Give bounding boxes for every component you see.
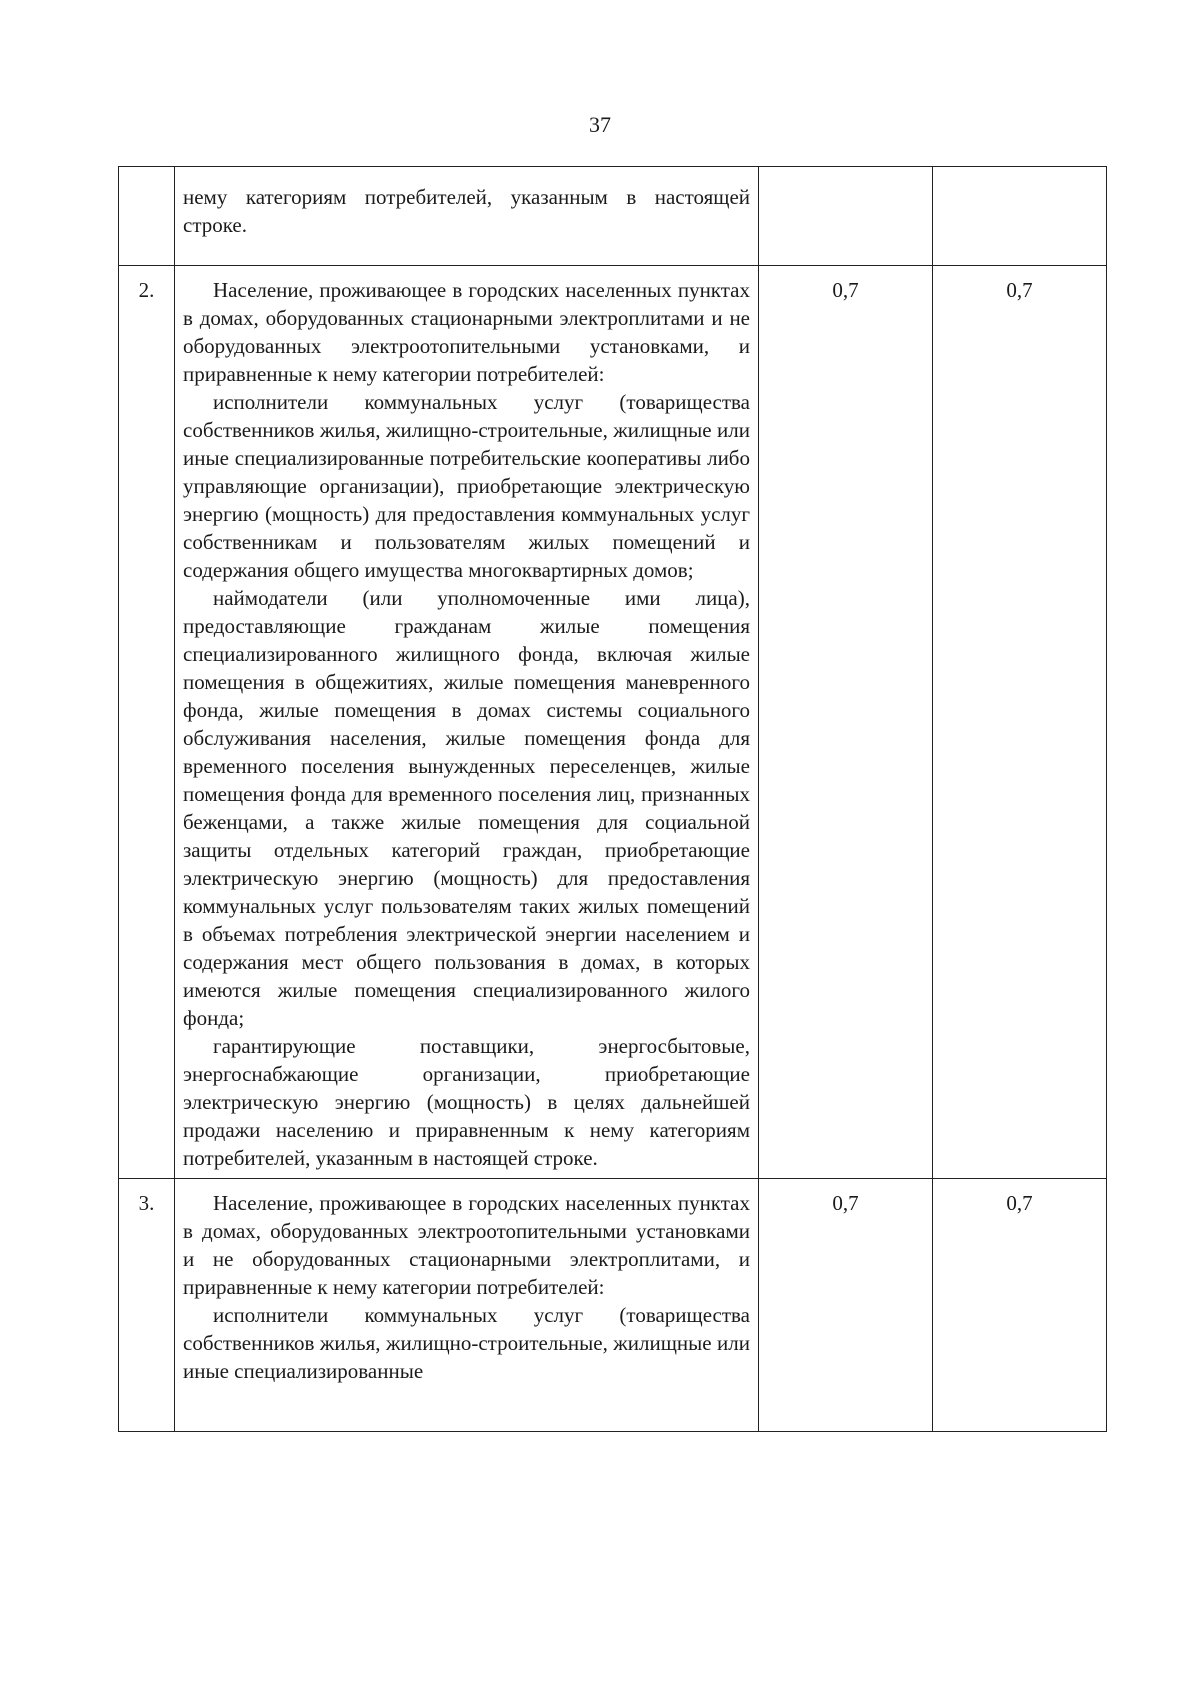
row-value-2: 0,7 <box>933 1179 1107 1432</box>
row-description <box>175 1179 759 1432</box>
row-value-2: 0,7 <box>933 266 1107 1179</box>
description-paragraph: нему категориям потребителей, указанным в настоящей строке. <box>183 185 750 237</box>
row-value-1 <box>759 167 933 266</box>
row-description <box>175 266 759 1179</box>
row-value-2 <box>933 167 1107 266</box>
table-row <box>119 266 1107 1179</box>
page-number: 37 <box>589 112 611 137</box>
description-paragraph: Население, проживающее в городских населенных пунктах в домах, оборудованных электроотопительными установками и не оборудованных стационарными электроплитами, и приравненные к нему категории потребителей: <box>183 1191 750 1299</box>
description-paragraph: исполнители коммунальных услуг (товарищества собственников жилья, жилищно-строительные, жилищные или иные специализированные <box>183 1303 750 1383</box>
table-row <box>119 167 1107 266</box>
row-number: 3. <box>119 1179 175 1432</box>
table-row <box>119 1179 1107 1432</box>
row-number <box>119 167 175 266</box>
row-value-1: 0,7 <box>759 1179 933 1432</box>
row-number: 2. <box>119 266 175 1179</box>
description-paragraph: Население, проживающее в городских населенных пунктах в домах, оборудованных стационарными электроплитами и не оборудованных электроотопительными установками, и приравненные к нему категории потребителей: <box>183 278 750 386</box>
row-description <box>175 167 759 266</box>
row-value-1: 0,7 <box>759 266 933 1179</box>
description-paragraph: гарантирующие поставщики, энергосбытовые, энергоснабжающие организации, приобретающие электрическую энергию (мощность) в целях дальнейшей продажи населению и приравненным к нему категориям потребителей, указанным в настоящей строке. <box>183 1034 750 1170</box>
tariff-table <box>118 166 1107 1432</box>
description-paragraph: исполнители коммунальных услуг (товарищества собственников жилья, жилищно-строительные, жилищные или иные специализированные потребительские кооперативы либо управляющие организации), приобретающие электрическую энергию (мощность) для предоставления коммунальных услуг собственникам и пользователям жилых помещений и содержания общего имущества многоквартирных домов; <box>183 390 750 582</box>
description-paragraph: наймодатели (или уполномоченные ими лица), предоставляющие гражданам жилые помещения специализированного жилищного фонда, включая жилые помещения в общежитиях, жилые помещения маневренного фонда, жилые помещения в домах системы социального обслуживания населения, жилые помещения фонда для временного поселения вынужденных переселенцев, жилые помещения фонда для временного поселения лиц, признанных беженцами, а также жилые помещения для социальной защиты отдельных категорий граждан, приобретающие электрическую энергию (мощность) для предоставления коммунальных услуг пользователям таких жилых помещений в объемах потребления электрической энергии населением и содержания мест общего пользования в домах, в которых имеются жилые помещения специализированного жилого фонда; <box>183 586 750 1030</box>
